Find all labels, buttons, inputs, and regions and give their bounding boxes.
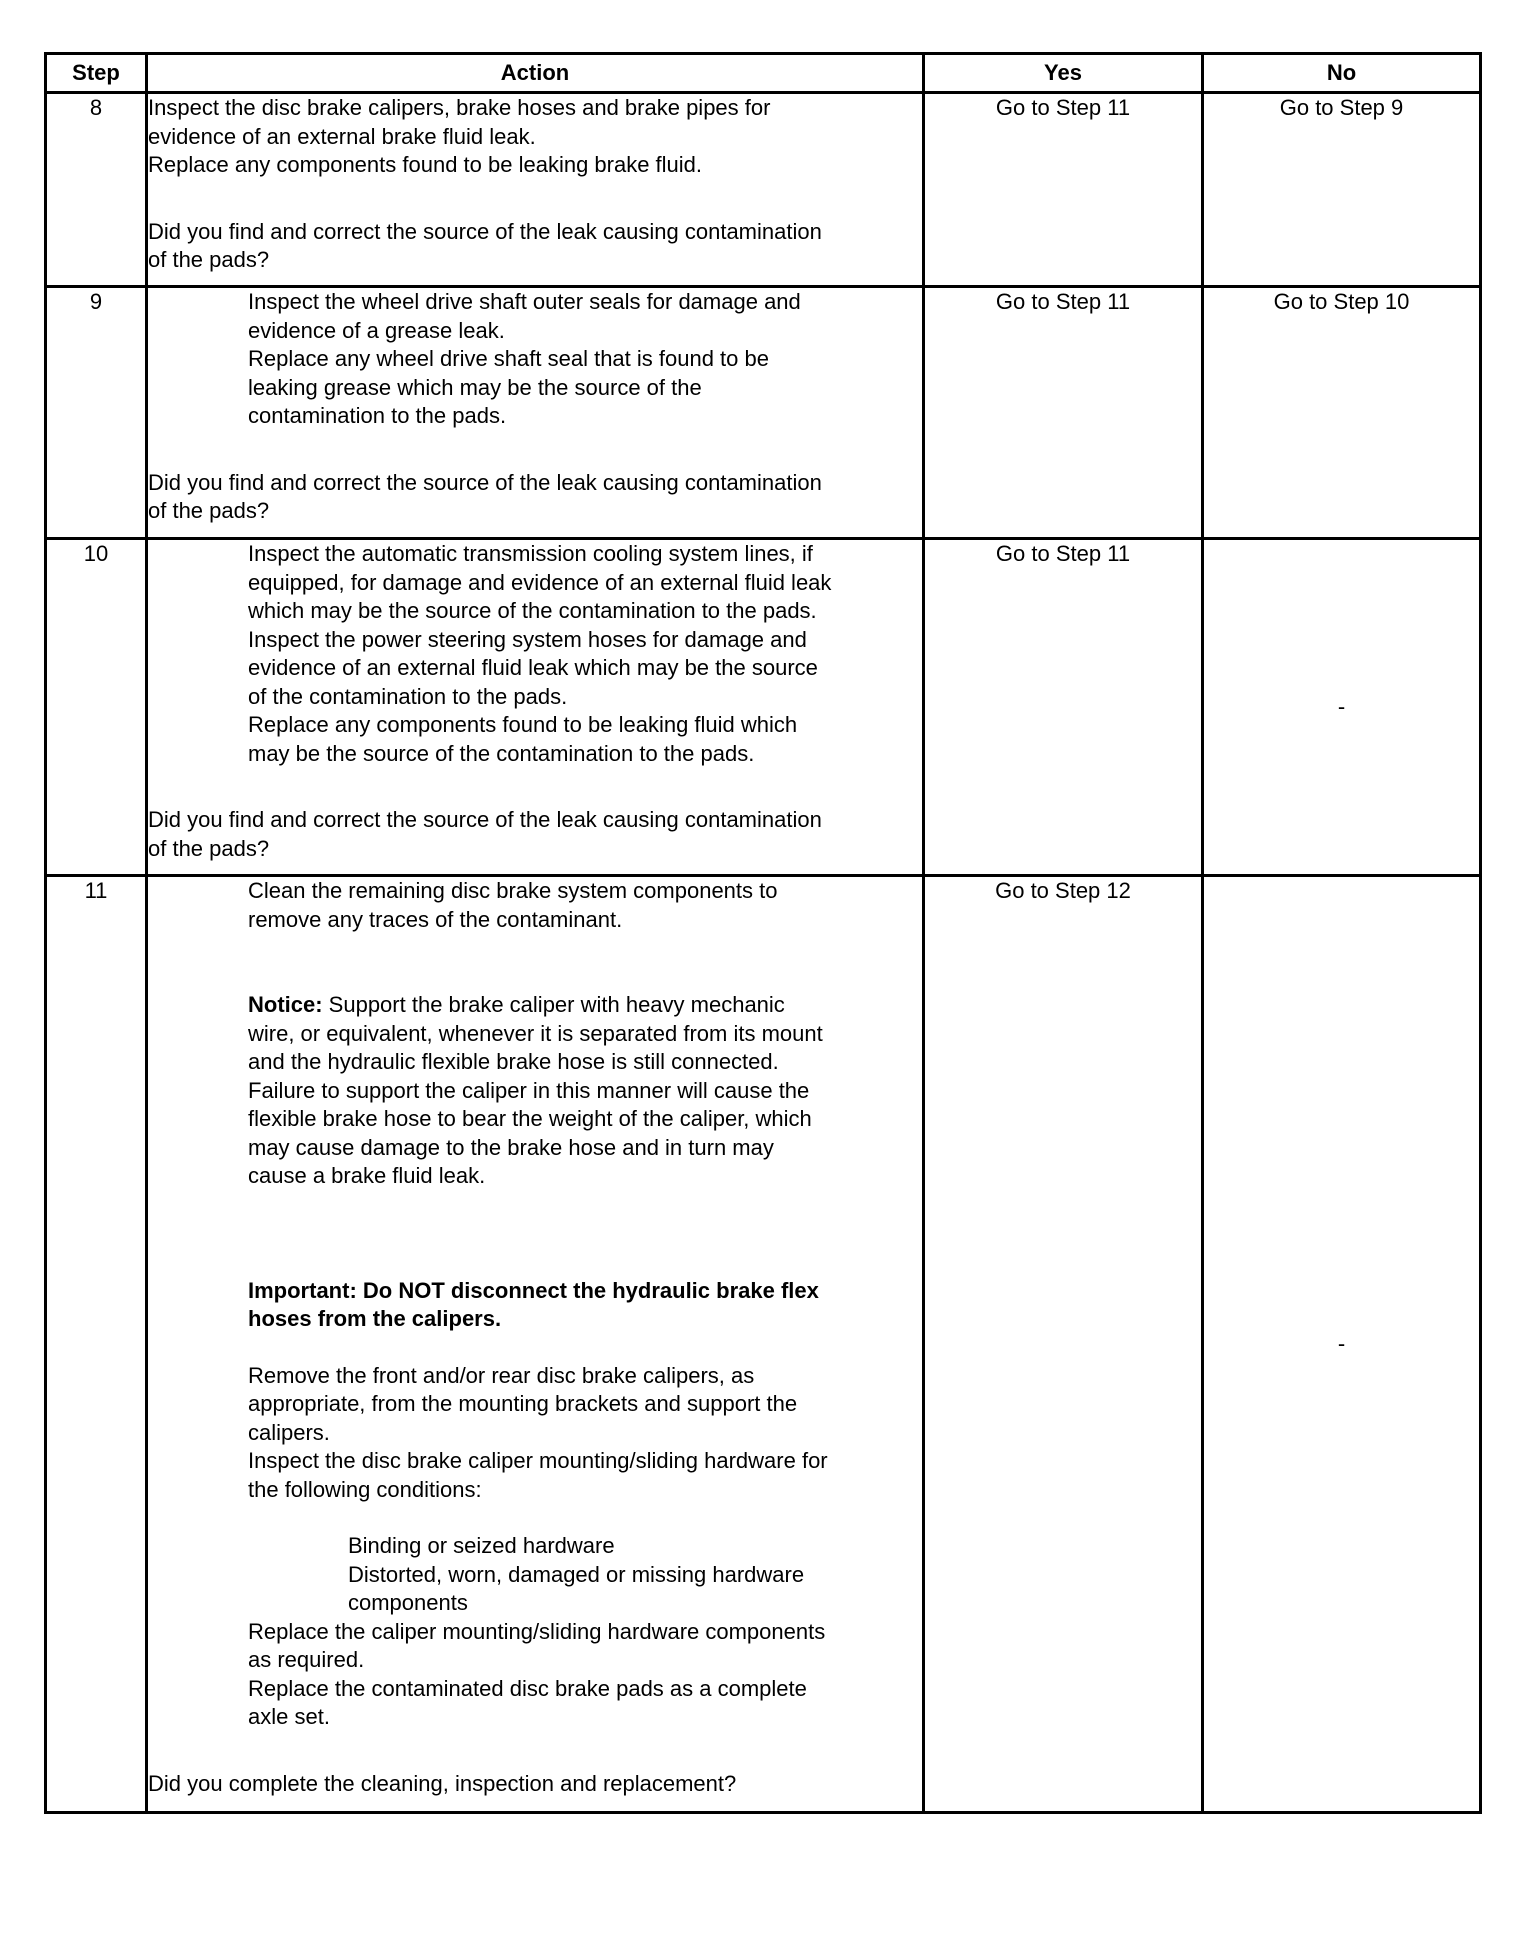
header-no: No xyxy=(1203,54,1481,93)
action-cell xyxy=(147,539,924,876)
table-row xyxy=(46,287,1481,539)
notice-line xyxy=(148,991,922,1020)
action-line: evidence of an external fluid leak which may be the source xyxy=(248,655,818,680)
yes-result: Go to Step 12 xyxy=(924,876,1203,1813)
no-result: - xyxy=(1203,876,1481,1813)
header-step: Step xyxy=(46,54,147,93)
important-line: Important: Do NOT disconnect the hydraulic brake flex xyxy=(248,1277,819,1303)
question-line: Did you find and correct the source of the leak causing contamination xyxy=(148,469,822,495)
question-line: of the pads? xyxy=(148,247,270,272)
notice-text: Support the brake caliper with heavy mechanic xyxy=(322,992,785,1017)
question-line: of the pads? xyxy=(148,835,270,861)
action-line: Remove the front and/or rear disc brake calipers, as xyxy=(248,1362,755,1388)
action-line: Inspect the power steering system hoses for damage and xyxy=(248,626,807,652)
action-line: Inspect the disc brake caliper mounting/sliding hardware for xyxy=(248,1448,828,1473)
action-line: Inspect the automatic transmission cooling system lines, if xyxy=(248,541,813,566)
question-line: Did you complete the cleaning, inspection and replacement? xyxy=(148,1770,737,1796)
step-number: 8 xyxy=(46,93,147,287)
header-row xyxy=(46,54,1481,93)
notice-line: wire, or equivalent, whenever it is separated from its mount xyxy=(248,1020,823,1046)
action-line: may be the source of the contamination to the pads. xyxy=(248,740,755,766)
question-line: Did you find and correct the source of the leak causing contamination xyxy=(148,218,822,244)
condition-line: Binding or seized hardware xyxy=(348,1533,615,1558)
yes-result: Go to Step 11 xyxy=(924,287,1203,539)
condition-line: components xyxy=(348,1590,468,1615)
question-line: Did you find and correct the source of the leak causing contamination xyxy=(148,807,822,832)
no-result: Go to Step 10 xyxy=(1203,287,1481,539)
step-number: 11 xyxy=(46,876,147,1813)
notice-line: may cause damage to the brake hose and in turn may xyxy=(248,1134,774,1160)
condition-line: Distorted, worn, damaged or missing hardware xyxy=(348,1561,805,1587)
action-line: Clean the remaining disc brake system components to xyxy=(248,878,778,903)
notice-line: cause a brake fluid leak. xyxy=(248,1163,486,1188)
action-line: contamination to the pads. xyxy=(248,403,507,428)
action-line: Replace the caliper mounting/sliding hardware components xyxy=(248,1618,826,1644)
action-cell xyxy=(147,93,924,287)
important-line: hoses from the calipers. xyxy=(248,1306,502,1331)
action-line: Inspect the wheel drive shaft outer seals for damage and xyxy=(248,289,801,314)
action-line: as required. xyxy=(248,1647,365,1672)
action-line: evidence of a grease leak. xyxy=(248,317,505,343)
question-line: of the pads? xyxy=(148,498,270,523)
notice-line: and the hydraulic flexible brake hose is still connected. xyxy=(248,1049,779,1074)
notice-label: Notice: xyxy=(248,992,323,1017)
header-action: Action xyxy=(147,54,924,93)
action-line: appropriate, from the mounting brackets and support the xyxy=(248,1391,798,1416)
action-line: which may be the source of the contamination to the pads. xyxy=(248,598,817,623)
action-line: Replace any components found to be leaking brake fluid. xyxy=(148,152,703,177)
action-line: Replace the contaminated disc brake pads as a complete xyxy=(248,1675,807,1701)
action-line: evidence of an external brake fluid leak. xyxy=(148,123,536,149)
diagnostic-table xyxy=(44,52,1482,1814)
action-line: remove any traces of the contaminant. xyxy=(248,906,623,932)
table-row xyxy=(46,539,1481,876)
action-line: Inspect the disc brake calipers, brake hoses and brake pipes for xyxy=(148,95,771,120)
action-line: of the contamination to the pads. xyxy=(248,683,568,709)
step-number: 10 xyxy=(46,539,147,876)
notice-line: flexible brake hose to bear the weight of the caliper, which xyxy=(248,1106,812,1131)
notice-line: Failure to support the caliper in this manner will cause the xyxy=(248,1077,810,1103)
action-line: calipers. xyxy=(248,1419,330,1445)
yes-result: Go to Step 11 xyxy=(924,93,1203,287)
action-line: leaking grease which may be the source of the xyxy=(248,374,702,400)
step-number: 9 xyxy=(46,287,147,539)
yes-result: Go to Step 11 xyxy=(924,539,1203,876)
action-line: Replace any wheel drive shaft seal that is found to be xyxy=(248,346,769,371)
action-line: the following conditions: xyxy=(248,1476,482,1502)
action-line: axle set. xyxy=(248,1704,330,1729)
action-cell xyxy=(147,287,924,539)
no-result: - xyxy=(1203,539,1481,876)
no-result: Go to Step 9 xyxy=(1203,93,1481,287)
table-row xyxy=(46,876,1481,1813)
header-yes: Yes xyxy=(924,54,1203,93)
table-row xyxy=(46,93,1481,287)
action-line: Replace any components found to be leaking fluid which xyxy=(248,712,798,737)
action-cell xyxy=(147,876,924,1813)
action-line: equipped, for damage and evidence of an external fluid leak xyxy=(248,569,832,595)
